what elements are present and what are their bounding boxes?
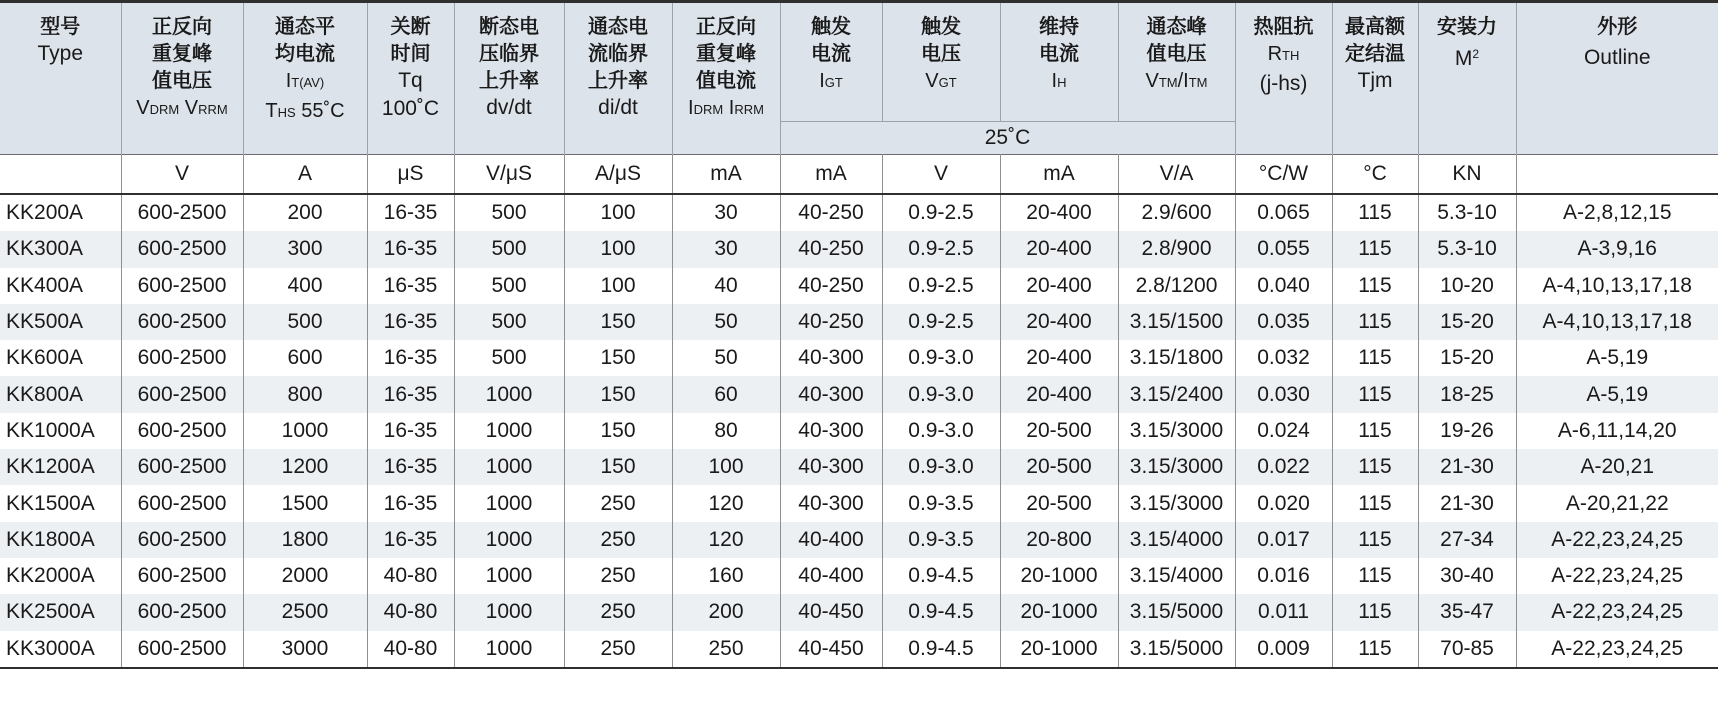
table-cell: 30-40 [1418,558,1516,594]
unit-cell: mA [1000,155,1118,195]
table-cell: 100 [564,231,672,267]
table-cell: 250 [564,594,672,630]
table-cell: 80 [672,413,780,449]
table-cell: 2.8/900 [1118,231,1235,267]
table-cell: 600-2500 [121,376,243,412]
table-cell: A-20,21 [1516,449,1718,485]
table-cell: 500 [454,231,564,267]
unit-cell: °C [1332,155,1418,195]
table-cell: 2000 [243,558,367,594]
table-cell: 600-2500 [121,413,243,449]
header-type: 型号 Type [0,2,121,155]
table-cell: 0.9-4.5 [882,594,1000,630]
table-cell: 0.017 [1235,522,1332,558]
model-cell: KK2500A [0,594,121,630]
table-cell: 1000 [454,449,564,485]
table-cell: 0.9-2.5 [882,231,1000,267]
header-dvdt: 断态电 压临界 上升率 dv/dt [454,2,564,155]
table-cell: 115 [1332,449,1418,485]
table-cell: 0.016 [1235,558,1332,594]
table-cell: 115 [1332,631,1418,668]
table-cell: 16-35 [367,231,454,267]
table-cell: 600-2500 [121,522,243,558]
unit-cell: V [121,155,243,195]
table-cell: 600-2500 [121,631,243,668]
table-cell: 115 [1332,376,1418,412]
table-cell: 115 [1332,485,1418,521]
table-cell: 15-20 [1418,340,1516,376]
table-cell: 250 [564,522,672,558]
table-cell: 70-85 [1418,631,1516,668]
table-cell: 500 [454,268,564,304]
table-cell: 600-2500 [121,304,243,340]
model-cell: KK3000A [0,631,121,668]
table-cell: 600-2500 [121,231,243,267]
table-cell: 1000 [454,522,564,558]
table-cell: 40-400 [780,522,882,558]
header-vtm: 通态峰 值电压 VTM/ITM [1118,2,1235,122]
table-cell: 0.065 [1235,194,1332,231]
table-cell: A-22,23,24,25 [1516,631,1718,668]
table-cell: 250 [564,485,672,521]
header-igt: 触发 电流 IGT [780,2,882,122]
table-cell: 3.15/3000 [1118,485,1235,521]
table-cell: 16-35 [367,340,454,376]
table-cell: A-22,23,24,25 [1516,558,1718,594]
table-cell: 300 [243,231,367,267]
table-cell: A-20,21,22 [1516,485,1718,521]
table-cell: 40-300 [780,376,882,412]
table-cell: 21-30 [1418,485,1516,521]
table-cell: 500 [454,340,564,376]
table-cell: 40-250 [780,194,882,231]
table-cell: 0.040 [1235,268,1332,304]
table-cell: 27-34 [1418,522,1516,558]
table-cell: 40-450 [780,594,882,630]
header-rth: 热阻抗 RTH (j-hs) [1235,2,1332,155]
table-cell: 115 [1332,304,1418,340]
table-cell: 0.032 [1235,340,1332,376]
table-cell: A-5,19 [1516,340,1718,376]
table-cell: 15-20 [1418,304,1516,340]
table-cell: 40-300 [780,449,882,485]
unit-cell: A/μS [564,155,672,195]
table-cell: 0.022 [1235,449,1332,485]
unit-cell: V/A [1118,155,1235,195]
table-cell: 5.3-10 [1418,231,1516,267]
table-cell: 115 [1332,522,1418,558]
table-cell: A-22,23,24,25 [1516,522,1718,558]
table-cell: 400 [243,268,367,304]
table-cell: 0.9-2.5 [882,268,1000,304]
table-cell: 600-2500 [121,485,243,521]
table-cell: 0.9-3.0 [882,413,1000,449]
table-row [0,376,1718,412]
model-cell: KK300A [0,231,121,267]
unit-cell: μS [367,155,454,195]
table-cell: 16-35 [367,304,454,340]
table-cell: 18-25 [1418,376,1516,412]
table-cell: 40-250 [780,304,882,340]
table-cell: 600-2500 [121,558,243,594]
table-cell: A-4,10,13,17,18 [1516,304,1718,340]
header-test-temperature: 25˚C [780,122,1235,155]
table-cell: 20-800 [1000,522,1118,558]
table-cell: 20-400 [1000,376,1118,412]
header-outline: 外形 Outline [1516,2,1718,155]
table-cell: 0.9-2.5 [882,194,1000,231]
table-cell: 200 [672,594,780,630]
header-tq: 关断 时间 Tq 100˚C [367,2,454,155]
table-cell: 21-30 [1418,449,1516,485]
table-cell: 120 [672,485,780,521]
header-idrm: 正反向 重复峰 值电流 IDRM IRRM [672,2,780,155]
table-cell: 115 [1332,268,1418,304]
table-row [0,268,1718,304]
table-row [0,231,1718,267]
table-cell: A-6,11,14,20 [1516,413,1718,449]
table-cell: 0.9-3.0 [882,376,1000,412]
table-cell: 35-47 [1418,594,1516,630]
table-cell: 40-450 [780,631,882,668]
table-cell: 30 [672,194,780,231]
table-cell: 250 [564,631,672,668]
model-cell: KK200A [0,194,121,231]
table-cell: 0.9-3.5 [882,522,1000,558]
table-row [0,485,1718,521]
table-cell: 50 [672,340,780,376]
unit-cell: KN [1418,155,1516,195]
table-cell: 0.055 [1235,231,1332,267]
header-vdrm: 正反向 重复峰 值电压 VDRM VRRM [121,2,243,155]
table-cell: 19-26 [1418,413,1516,449]
table-cell: 3.15/4000 [1118,558,1235,594]
table-cell: 40-250 [780,268,882,304]
unit-cell [0,155,121,195]
table-cell: 10-20 [1418,268,1516,304]
unit-cell: mA [780,155,882,195]
table-cell: 16-35 [367,522,454,558]
table-cell: 150 [564,413,672,449]
table-cell: 40-400 [780,558,882,594]
table-cell: 16-35 [367,194,454,231]
header-vgt: 触发 电压 VGT [882,2,1000,122]
table-cell: 20-400 [1000,340,1118,376]
table-cell: 16-35 [367,268,454,304]
table-cell: A-22,23,24,25 [1516,594,1718,630]
table-cell: 200 [243,194,367,231]
table-row [0,594,1718,630]
table-cell: 20-1000 [1000,594,1118,630]
table-cell: 20-500 [1000,413,1118,449]
table-cell: 60 [672,376,780,412]
table-cell: 20-1000 [1000,631,1118,668]
unit-cell: A [243,155,367,195]
table-cell: 0.009 [1235,631,1332,668]
table-cell: 250 [672,631,780,668]
model-cell: KK500A [0,304,121,340]
model-cell: KK1200A [0,449,121,485]
table-cell: 3.15/4000 [1118,522,1235,558]
model-cell: KK600A [0,340,121,376]
table-cell: 3.15/2400 [1118,376,1235,412]
table-cell: 3.15/1800 [1118,340,1235,376]
table-cell: 600 [243,340,367,376]
table-cell: 3.15/5000 [1118,631,1235,668]
table-cell: 150 [564,449,672,485]
table-cell: 5.3-10 [1418,194,1516,231]
table-cell: 0.024 [1235,413,1332,449]
table-cell: 20-400 [1000,304,1118,340]
model-cell: KK1800A [0,522,121,558]
table-cell: 500 [454,194,564,231]
table-cell: 20-400 [1000,268,1118,304]
table-cell: 3000 [243,631,367,668]
table-cell: 0.035 [1235,304,1332,340]
units-row [0,155,1718,195]
table-cell: 0.9-4.5 [882,558,1000,594]
header-itav: 通态平 均电流 IT(AV) THS 55˚C [243,2,367,155]
model-cell: KK400A [0,268,121,304]
header-didt: 通态电 流临界 上升率 di/dt [564,2,672,155]
model-cell: KK800A [0,376,121,412]
table-cell: A-5,19 [1516,376,1718,412]
unit-cell: V/μS [454,155,564,195]
table-cell: 600-2500 [121,194,243,231]
table-cell: 2.8/1200 [1118,268,1235,304]
table-cell: 16-35 [367,376,454,412]
table-cell: 1500 [243,485,367,521]
table-cell: 40-80 [367,558,454,594]
table-cell: A-2,8,12,15 [1516,194,1718,231]
table-cell: 1000 [454,558,564,594]
table-body [0,194,1718,668]
table-cell: 2.9/600 [1118,194,1235,231]
model-cell: KK1000A [0,413,121,449]
table-cell: 600-2500 [121,449,243,485]
table-cell: 600-2500 [121,268,243,304]
table-cell: 3.15/3000 [1118,449,1235,485]
table-cell: 40-300 [780,413,882,449]
table-cell: 16-35 [367,413,454,449]
table-cell: 40-300 [780,340,882,376]
table-cell: 150 [564,340,672,376]
table-cell: 120 [672,522,780,558]
table-cell: 1000 [454,631,564,668]
table-row [0,449,1718,485]
table-row [0,340,1718,376]
table-cell: 0.9-2.5 [882,304,1000,340]
table-cell: 0.9-4.5 [882,631,1000,668]
table-cell: 1000 [454,594,564,630]
table-cell: 500 [454,304,564,340]
header-ih: 维持 电流 IH [1000,2,1118,122]
table-cell: 16-35 [367,449,454,485]
table-cell: 30 [672,231,780,267]
table-cell: 115 [1332,194,1418,231]
table-cell: 40-250 [780,231,882,267]
table-cell: 0.030 [1235,376,1332,412]
table-cell: 20-400 [1000,231,1118,267]
table-cell: 1000 [454,376,564,412]
table-row [0,194,1718,231]
table-cell: 500 [243,304,367,340]
model-cell: KK1500A [0,485,121,521]
unit-cell [1516,155,1718,195]
table-cell: 20-1000 [1000,558,1118,594]
table-cell: A-4,10,13,17,18 [1516,268,1718,304]
table-cell: 250 [564,558,672,594]
table-cell: 1200 [243,449,367,485]
table-cell: 50 [672,304,780,340]
table-cell: 800 [243,376,367,412]
table-cell: 0.011 [1235,594,1332,630]
table-cell: 40-80 [367,594,454,630]
table-cell: 0.9-3.0 [882,449,1000,485]
table-row [0,558,1718,594]
table-cell: 150 [564,376,672,412]
table-cell: 600-2500 [121,340,243,376]
table-cell: A-3,9,16 [1516,231,1718,267]
table-cell: 0.9-3.0 [882,340,1000,376]
header-tjm: 最高额 定结温 Tjm [1332,2,1418,155]
table-cell: 150 [564,304,672,340]
table-cell: 115 [1332,340,1418,376]
table-cell: 1000 [243,413,367,449]
table-cell: 160 [672,558,780,594]
table-cell: 3.15/1500 [1118,304,1235,340]
table-row [0,413,1718,449]
table-cell: 3.15/5000 [1118,594,1235,630]
model-cell: KK2000A [0,558,121,594]
table-row [0,631,1718,668]
table-cell: 115 [1332,558,1418,594]
table-cell: 1800 [243,522,367,558]
table-cell: 1000 [454,413,564,449]
table-cell: 100 [564,268,672,304]
table-cell: 115 [1332,413,1418,449]
table-cell: 600-2500 [121,594,243,630]
table-cell: 115 [1332,231,1418,267]
table-cell: 0.020 [1235,485,1332,521]
table-cell: 1000 [454,485,564,521]
table-cell: 100 [564,194,672,231]
table-header [0,2,1718,195]
header-force: 安装力 $M^2$ [1418,2,1516,155]
table-cell: 40 [672,268,780,304]
table-cell: 20-400 [1000,194,1118,231]
table-cell: 100 [672,449,780,485]
table-cell: 2500 [243,594,367,630]
table-cell: 20-500 [1000,449,1118,485]
unit-cell: V [882,155,1000,195]
unit-cell: °C/W [1235,155,1332,195]
table-cell: 40-80 [367,631,454,668]
table-row [0,304,1718,340]
table-cell: 40-300 [780,485,882,521]
table-cell: 3.15/3000 [1118,413,1235,449]
table-row [0,522,1718,558]
table-cell: 16-35 [367,485,454,521]
unit-cell: mA [672,155,780,195]
table-cell: 0.9-3.5 [882,485,1000,521]
table-cell: 115 [1332,594,1418,630]
table-cell: 20-500 [1000,485,1118,521]
